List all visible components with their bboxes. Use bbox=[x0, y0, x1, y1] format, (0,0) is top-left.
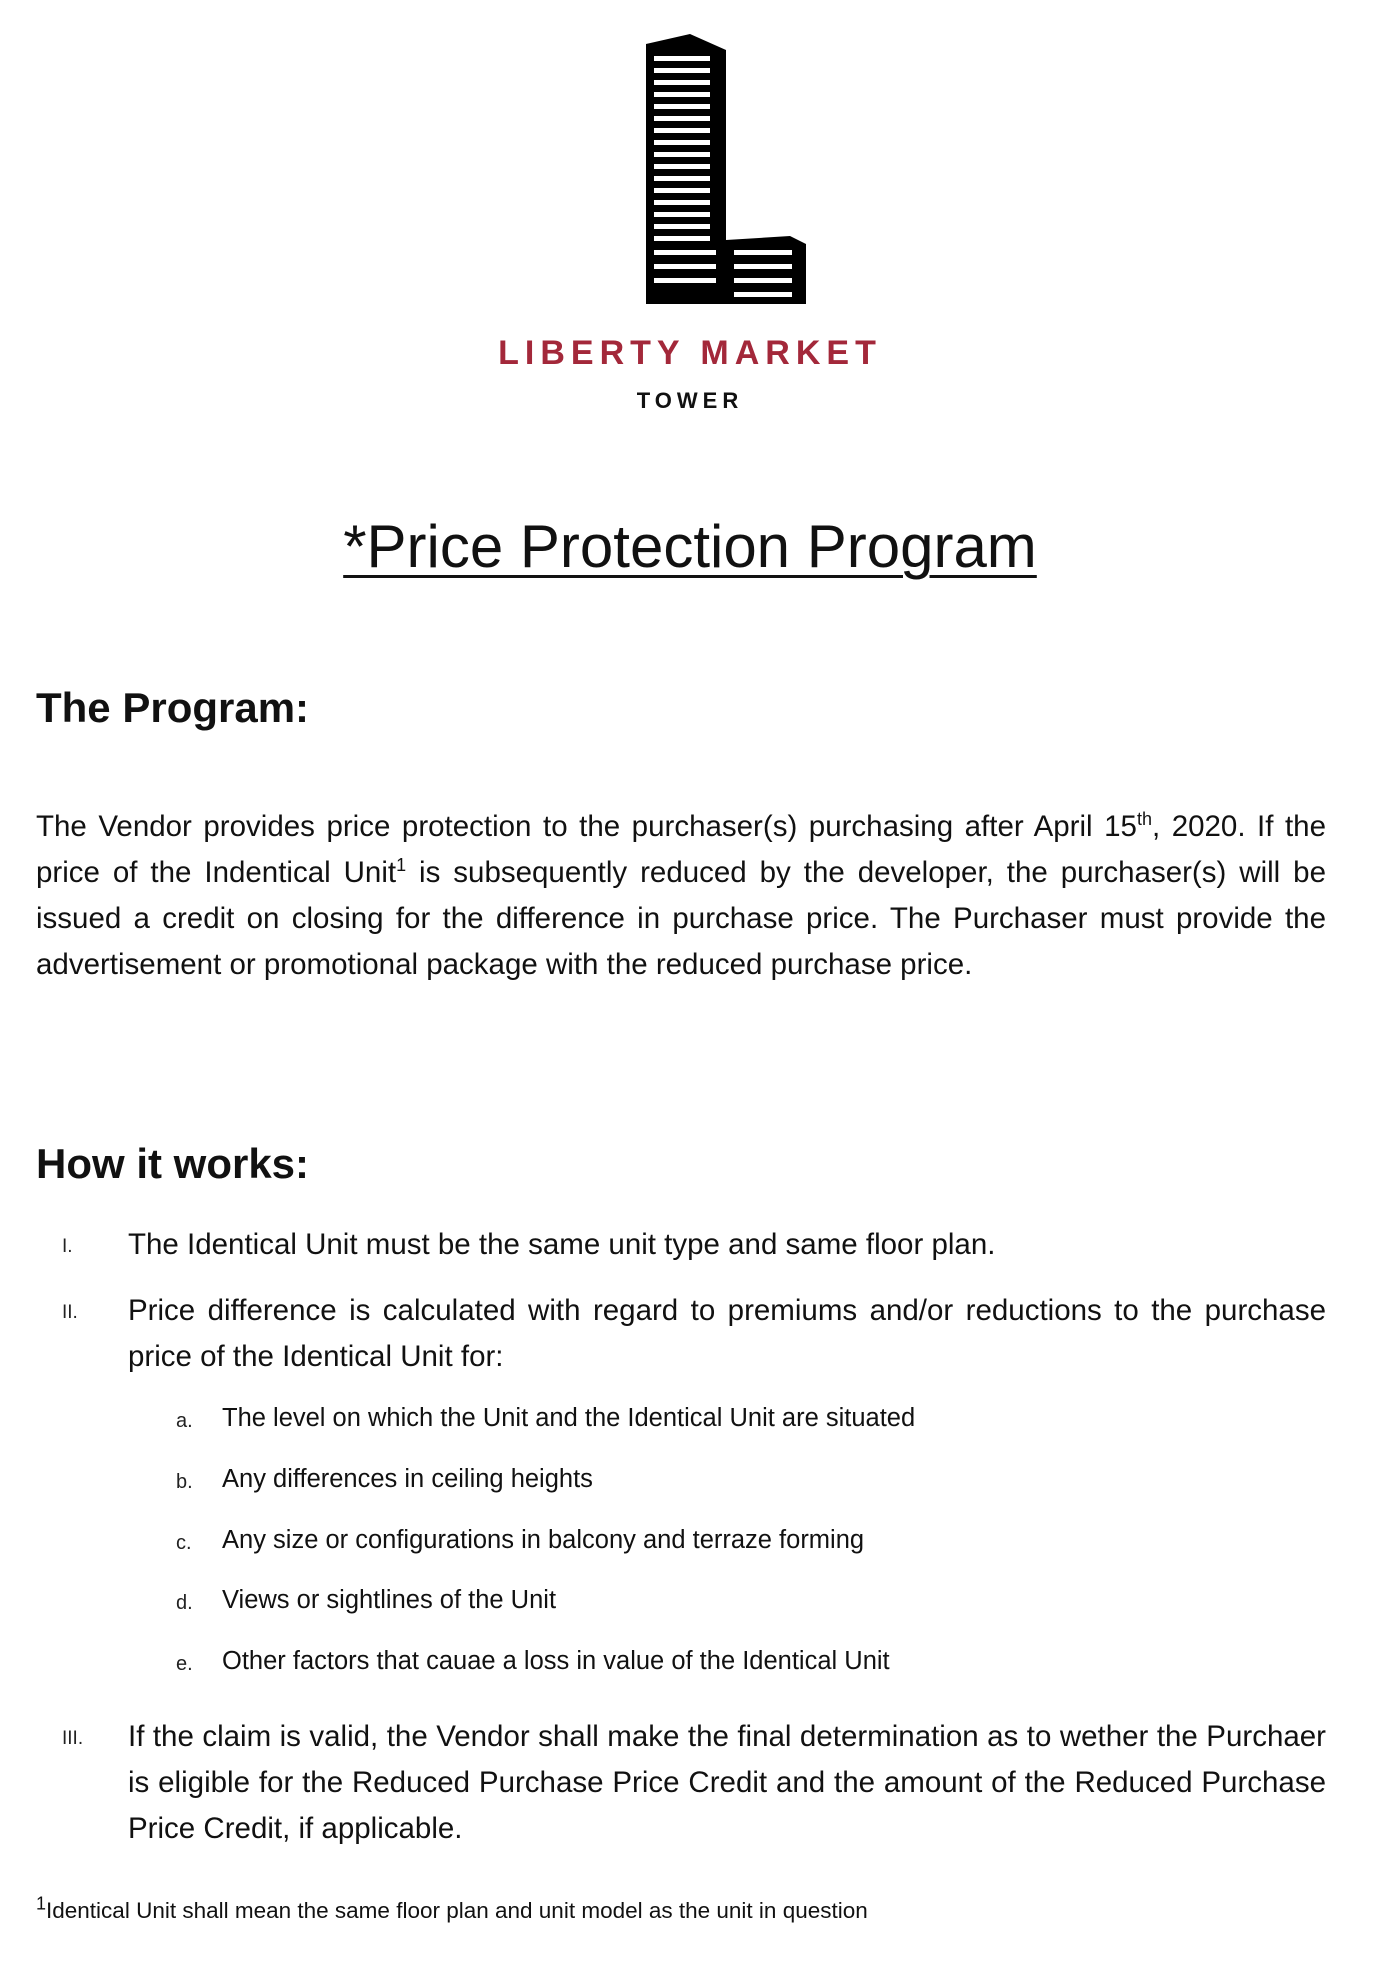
sublist-item: Any size or configurations in balcony and terraze forming bbox=[222, 1526, 865, 1554]
sublist-item: Any differences in ceiling heights bbox=[222, 1465, 593, 1493]
sublist-marker: e. bbox=[176, 1653, 193, 1675]
brand-subtitle: TOWER bbox=[636, 388, 744, 413]
how-it-works-heading: How it works: bbox=[36, 1140, 310, 1187]
sublist-item: Views or sightlines of the Unit bbox=[222, 1586, 557, 1614]
sublist-item: The level on which the Unit and the Identical Unit are situated bbox=[222, 1404, 916, 1432]
footnote: $^1$Identical Unit shall mean the same floor plan and unit model as the unit in question bbox=[36, 1893, 868, 1923]
sublist-marker: a. bbox=[176, 1410, 193, 1432]
brand-name: LIBERTY MARKET bbox=[498, 334, 882, 372]
sublist-marker: d. bbox=[176, 1592, 193, 1614]
program-heading: The Program: bbox=[36, 684, 310, 731]
sublist-marker: c. bbox=[176, 1532, 192, 1554]
list-item: Price difference is calculated with regard to premiums and/or reductions to the purchase price of the Identical Unit for: bbox=[128, 1294, 1326, 1373]
list-item: If the claim is valid, the Vendor shall make the final determination as to wether the Purchaer is eligible for the Reduced Purchase Price Credit and the amount of the Reduced Purchase Price Credit, if applicable. bbox=[128, 1720, 1326, 1845]
tower-building-icon bbox=[640, 34, 810, 304]
list-marker: I. bbox=[62, 1236, 73, 1257]
list-marker: III. bbox=[62, 1728, 84, 1749]
page-title: *Price Protection Program bbox=[343, 513, 1037, 580]
sublist-item: Other factors that cauae a loss in value of the Identical Unit bbox=[222, 1647, 890, 1675]
program-paragraph: The Vendor provides price protection to the purchaser(s) purchasing after April 15th, 2020. If the price of the Indentical Unit$^1$ is subsequently reduced by the developer, the purchaser(s) will be issued a credit on closing for the difference in purchase price. The Purchaser must provide the advertisement or promotional package with the reduced purchase price. bbox=[36, 809, 1326, 981]
list-item: The Identical Unit must be the same unit type and same floor plan. bbox=[128, 1228, 996, 1261]
sublist-marker: b. bbox=[176, 1471, 193, 1493]
list-marker: II. bbox=[62, 1302, 78, 1323]
